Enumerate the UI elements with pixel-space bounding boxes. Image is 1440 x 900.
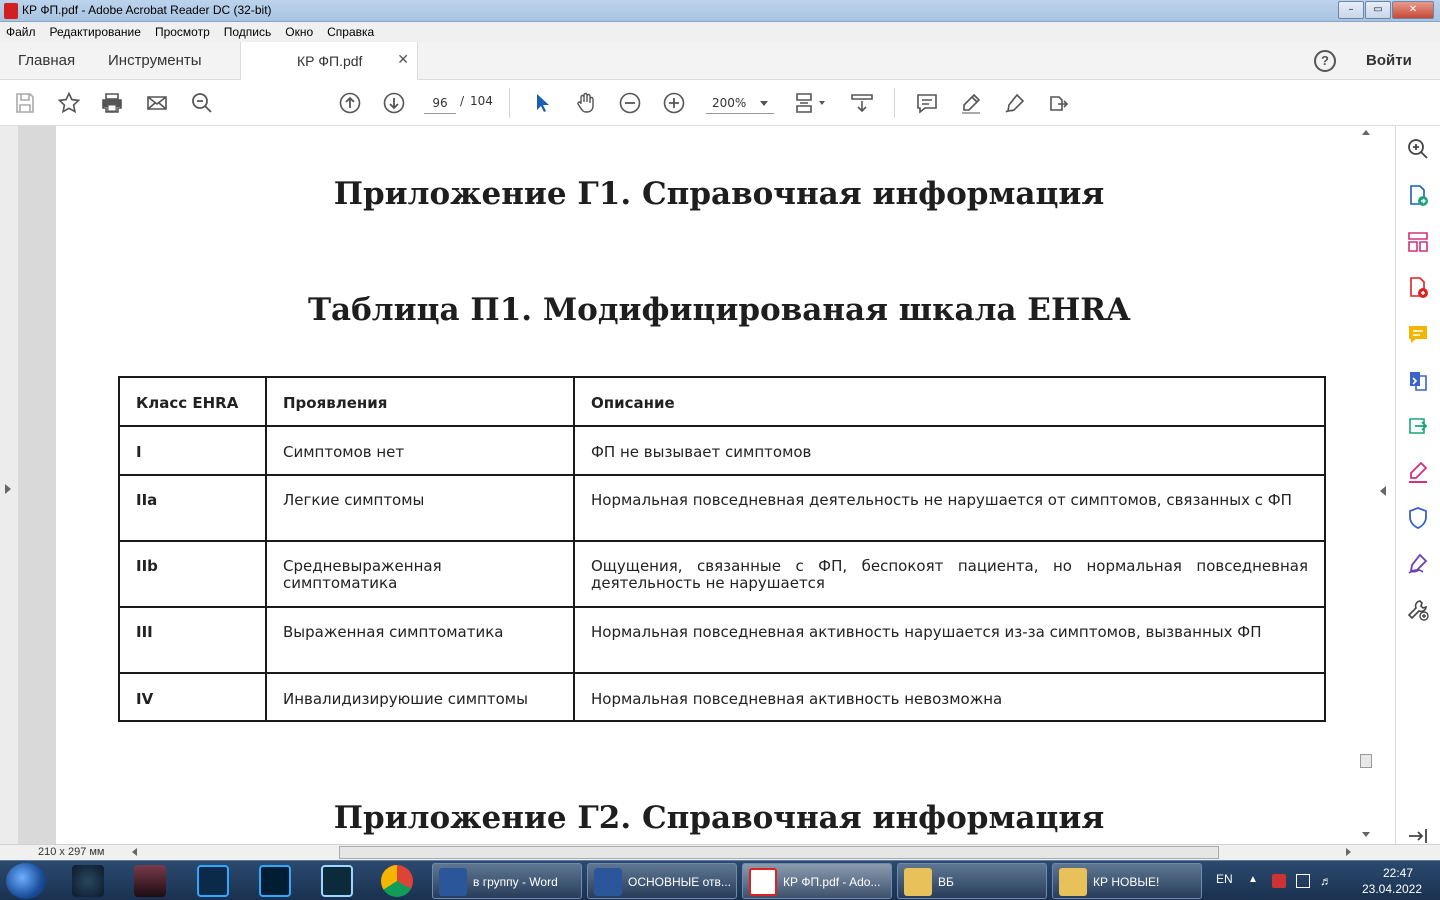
photoshop-alt-icon[interactable] (259, 865, 291, 897)
page-size-label: 210 x 297 мм (38, 846, 105, 858)
tab-bar (0, 42, 1440, 80)
tools-pane (1395, 126, 1440, 844)
chevron-right-icon (5, 484, 11, 494)
table-cell-class: IIa (119, 475, 266, 541)
table-title: Таблица П1. Модифицированая шкала EHRA (307, 292, 1131, 328)
taskbar-button-label: ВБ (938, 875, 954, 889)
table-cell-manifestation: Выраженная симптоматика (266, 607, 574, 673)
menu-window[interactable]: Окно (285, 25, 314, 39)
scroll-mode-icon[interactable] (850, 91, 874, 115)
comment-tool-icon[interactable] (1406, 322, 1430, 346)
zoom-search-icon[interactable] (1406, 137, 1430, 161)
appendix-g2-heading: Приложение Г2. Справочная информация (333, 800, 1105, 836)
toolbar-divider (509, 88, 510, 118)
ehra-table (118, 376, 1326, 722)
taskbar-word-2[interactable] (587, 863, 737, 899)
table-cell-manifestation: Инвалидизируюшие симптомы (266, 673, 574, 721)
zoom-level-value: 200% (712, 96, 747, 110)
chevron-left-icon (1380, 486, 1386, 496)
chrome-icon[interactable] (381, 865, 413, 897)
document-viewport (0, 126, 1395, 844)
toolbar-divider (894, 88, 895, 118)
word-icon (439, 868, 467, 896)
vertical-scrollbar[interactable] (1358, 126, 1374, 844)
lightroom-icon[interactable] (321, 865, 353, 897)
menu-help[interactable]: Справка (327, 25, 375, 39)
tab-home[interactable]: Главная (18, 52, 76, 69)
table-row (119, 426, 1325, 475)
taskbar-folder-kr[interactable] (1052, 863, 1202, 899)
send-for-review-icon[interactable] (1406, 414, 1430, 438)
word-icon (594, 868, 622, 896)
horizontal-scroll-thumb[interactable] (339, 846, 1219, 859)
game-icon[interactable] (134, 865, 166, 897)
pdf-icon (749, 868, 777, 896)
help-icon[interactable]: ? (1314, 50, 1336, 72)
pdf-page (56, 126, 1362, 844)
protect-shield-icon[interactable] (1406, 506, 1430, 530)
close-window-button[interactable]: ✕ (1392, 1, 1434, 19)
zoom-out-icon[interactable] (618, 91, 642, 115)
combine-files-icon[interactable] (1406, 368, 1430, 392)
star-icon[interactable] (57, 91, 81, 115)
minimize-button[interactable]: – (1338, 1, 1364, 19)
comment-icon[interactable] (915, 91, 939, 115)
menu-sign[interactable]: Подпись (223, 25, 272, 39)
scroll-thumb[interactable] (1360, 754, 1372, 768)
taskbar-word-1[interactable] (432, 863, 582, 899)
page-separator: / (460, 94, 465, 108)
menu-file[interactable]: Файл (6, 25, 36, 39)
table-row (119, 607, 1325, 673)
taskbar-folder-vb[interactable] (897, 863, 1047, 899)
email-icon[interactable] (145, 91, 169, 115)
previous-page-icon[interactable] (338, 91, 362, 115)
menu-view[interactable]: Просмотр (154, 25, 210, 39)
menu-bar (0, 22, 1440, 42)
print-icon[interactable] (100, 91, 124, 115)
fill-sign-icon[interactable] (1406, 460, 1430, 484)
system-tray (1206, 861, 1440, 900)
next-page-icon[interactable] (382, 91, 406, 115)
start-button[interactable] (6, 863, 46, 899)
right-panel-toggle[interactable] (1374, 126, 1395, 844)
table-row (119, 475, 1325, 541)
share-export-icon[interactable] (1047, 91, 1071, 115)
tab-tools[interactable]: Инструменты (108, 52, 202, 69)
taskbar-button-label: КР ФП.pdf - Ado... (783, 875, 881, 889)
display-icon[interactable] (1296, 874, 1310, 888)
status-bar (0, 844, 1440, 860)
folder-icon (904, 868, 932, 896)
windows-taskbar (0, 860, 1440, 900)
table-cell-description: Нормальная повседневная активность невозможна (574, 673, 1325, 721)
scroll-left-icon[interactable] (132, 848, 137, 856)
close-tab-icon[interactable]: ✕ (397, 51, 409, 67)
organize-pages-icon[interactable] (1406, 230, 1430, 254)
menu-edit[interactable]: Редактирование (49, 25, 141, 39)
save-icon[interactable] (13, 91, 37, 115)
request-signature-icon[interactable] (1406, 552, 1430, 576)
language-indicator[interactable]: EN (1216, 872, 1233, 886)
tab-document-label: КР ФП.pdf (297, 53, 363, 69)
table-row (119, 541, 1325, 607)
clock-time[interactable]: 22:47 (1382, 866, 1414, 880)
page-number-input[interactable]: 96 (424, 92, 456, 114)
toolbar (0, 80, 1440, 126)
export-pdf-icon[interactable] (1406, 184, 1430, 208)
table-cell-class: III (119, 607, 266, 673)
taskbar-button-label: КР НОВЫЕ! (1093, 875, 1160, 889)
draw-sign-icon[interactable] (1003, 91, 1027, 115)
login-button[interactable]: Войти (1366, 52, 1412, 69)
table-cell-class: IV (119, 673, 266, 721)
photoshop-icon[interactable] (197, 865, 229, 897)
table-row (119, 673, 1325, 721)
create-pdf-icon[interactable] (1406, 276, 1430, 300)
table-header-cell: Класс EHRA (119, 377, 266, 426)
taskbar-button-label: ОСНОВНЫЕ отв... (628, 875, 731, 889)
window-title: КР ФП.pdf - Adobe Acrobat Reader DC (32-bit) (22, 3, 272, 17)
table-cell-description: Нормальная повседневная активность нарушается из-за симптомов, вызванных ФП (574, 607, 1325, 673)
table-header-cell: Описание (574, 377, 1325, 426)
scroll-up-icon[interactable] (1362, 130, 1370, 135)
scroll-right-icon[interactable] (1346, 848, 1351, 856)
table-cell-class: I (119, 426, 266, 475)
left-panel-toggle[interactable] (0, 126, 18, 844)
taskbar-button-label: в группу - Word (473, 875, 558, 889)
table-header-row (119, 377, 1325, 426)
search-zoom-icon[interactable] (190, 91, 214, 115)
select-cursor-icon[interactable] (530, 91, 554, 115)
zoom-in-icon[interactable] (662, 91, 686, 115)
appendix-g1-heading: Приложение Г1. Справочная информация (333, 176, 1105, 212)
table-cell-description: Нормальная повседневная деятельность не нарушается от симптомов, связанных с ФП (574, 475, 1325, 541)
table-cell-description: ФП не вызывает симптомов (574, 426, 1325, 475)
more-tools-icon[interactable] (1406, 598, 1430, 622)
folder-icon (1059, 868, 1087, 896)
volume-icon[interactable]: ♬ (1320, 874, 1332, 888)
window-title-bar (0, 0, 1440, 22)
zoom-level-select[interactable] (706, 92, 774, 114)
tray-expand-icon[interactable]: ▲ (1248, 874, 1258, 885)
highlight-pen-icon[interactable] (959, 91, 983, 115)
maximize-button[interactable]: ▭ (1365, 1, 1391, 19)
table-cell-class: IIb (119, 541, 266, 607)
table-cell-manifestation: Средневыраженная симптоматика (266, 541, 574, 607)
page-total: 104 (470, 94, 493, 108)
clock-date[interactable]: 23.04.2022 (1361, 882, 1423, 896)
hand-tool-icon[interactable] (574, 91, 598, 115)
scroll-down-icon[interactable] (1362, 832, 1370, 837)
taskbar-acrobat[interactable] (742, 863, 892, 899)
tab-document[interactable] (240, 42, 418, 80)
table-cell-manifestation: Симптомов нет (266, 426, 574, 475)
acrobat-app-icon (4, 3, 18, 19)
table-cell-description: Ощущения, связанные с ФП, беспокоят пациента, но нормальная повседневная деятельность не нарушается (574, 541, 1325, 607)
table-cell-manifestation: Легкие симптомы (266, 475, 574, 541)
network-warning-icon[interactable] (1272, 874, 1286, 888)
fit-page-icon[interactable] (794, 91, 830, 115)
steam-icon[interactable] (72, 865, 104, 897)
chevron-down-icon (760, 101, 768, 106)
table-header-cell: Проявления (266, 377, 574, 426)
